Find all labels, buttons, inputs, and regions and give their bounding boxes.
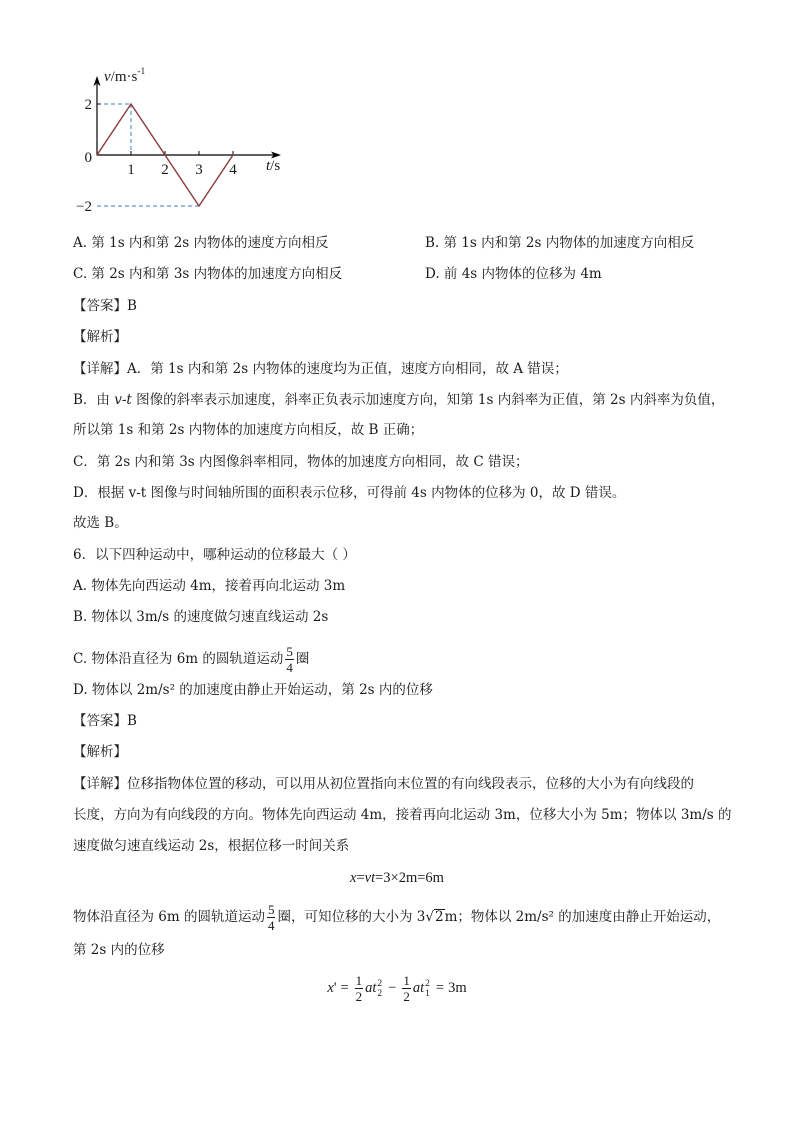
fraction-five-quarters — [285, 644, 294, 675]
q5-analysis-heading: 【解析】 — [73, 329, 127, 345]
formula2-result: 3m — [448, 980, 467, 996]
formula2-prime: ' — [333, 980, 337, 996]
velocity-segment — [199, 155, 233, 206]
v-axis-unit-exponent: -1 — [137, 67, 146, 77]
fraction-denominator: 4 — [286, 660, 293, 675]
q5-detail-b-vt: v-t — [114, 392, 132, 408]
q5-answer: 【答案】B — [73, 298, 137, 314]
t-axis-unit: /s — [270, 158, 281, 174]
q5-detail-a: 【详解】A．第 1s 内和第 2s 内物体的速度均为正值，速度方向相同，故 A 错误； — [73, 361, 568, 377]
formula2-x: x — [327, 980, 334, 996]
fraction-denominator: 4 — [267, 918, 275, 933]
q6-detail-5: 第 2s 内的位移 — [73, 942, 165, 958]
q6-option-c-suffix: 圈 — [295, 651, 310, 667]
q6-detail-1: 【详解】位移指物体位置的移动，可以用从初位置指向末位置的有向线段表示，位移的大小为有向线段的 — [73, 776, 694, 792]
formula1-x: x — [350, 870, 357, 886]
fraction-numerator: 1 — [403, 973, 410, 989]
q5-detail-b-continued: 所以第 1s 和第 2s 内物体的加速度方向相反，故 B 正确； — [73, 422, 424, 438]
formula2-t2: t — [372, 980, 377, 996]
q5-option-d: D. 前 4s 内物体的位移为 4m — [425, 266, 602, 282]
fraction-numerator: 5 — [267, 902, 275, 917]
fraction-numerator: 1 — [355, 973, 363, 989]
q6-option-d: D. 物体以 2m/s² 的加速度由静止开始运动，第 2s 内的位移 — [73, 682, 433, 698]
q5-detail-c: C．第 2s 内和第 3s 内图像斜率相同，物体的加速度方向相同，故 C 错误； — [73, 454, 529, 470]
t-axis-tick-label: 3 — [195, 162, 203, 178]
q5-option-a: A. 第 1s 内和第 2s 内物体的速度方向相反 — [73, 235, 329, 251]
q6-detail-4-end: m；物体以 2m/s² 的加速度由静止开始运动， — [444, 909, 721, 925]
q6-option-b: B. 物体以 3m/s 的速度做匀速直线运动 2s — [73, 609, 329, 625]
q6-detail-3: 速度做匀速直线运动 2s，根据位移一时间关系 — [73, 838, 350, 854]
formula2-t1: t — [420, 980, 425, 996]
t-axis-variable: t — [266, 158, 271, 174]
radicand: 2 — [434, 909, 444, 925]
t-axis-label — [266, 157, 280, 175]
t-axis-tick-label: 1 — [127, 162, 135, 178]
formula2-minus: − — [388, 980, 397, 996]
formula-second-interval-displacement — [0, 970, 794, 1006]
q5-detail-d: D．根据 v-t 图像与时间轴所围的面积表示位移，可得前 4s 内物体的位移为 0，故 D 错误。 — [73, 485, 626, 501]
v-axis-variable: v — [104, 69, 111, 85]
v-axis-label — [104, 63, 145, 86]
q5-detail-b-text: 图像的斜率表示加速度，斜率正负表示加速度方向，知第 1s 内斜率为正值，第 2s 内斜率为负值， — [131, 392, 725, 408]
q6-detail-4 — [73, 902, 721, 933]
formula2-a1: a — [365, 980, 373, 996]
q5-conclusion: 故选 B。 — [73, 515, 128, 531]
formula2-script-t1 — [425, 979, 430, 999]
q6-option-a: A. 物体先向西运动 4m，接着再向北运动 3m — [73, 578, 346, 594]
v-axis-tick-label: 2 — [84, 97, 92, 113]
v-axis-unit: /m·s — [110, 69, 138, 85]
q6-analysis-heading: 【解析】 — [73, 744, 127, 760]
superscript: 2 — [377, 978, 383, 989]
q6-answer: 【答案】B — [73, 713, 137, 729]
fraction-denominator: 2 — [355, 989, 363, 1005]
formula2-equals-result: = — [435, 980, 445, 996]
q6-detail-4-text: 物体沿直径为 6m 的圆轨道运动 — [73, 909, 265, 925]
v-axis-tick-label: 0 — [84, 150, 92, 166]
formula1-result: =3×2m=6m — [375, 870, 444, 886]
q6-option-c — [73, 644, 310, 675]
fraction-five-quarters — [267, 902, 276, 933]
formula2-a2: a — [412, 980, 421, 996]
q5-option-b: B. 第 1s 内和第 2s 内物体的加速度方向相反 — [425, 235, 695, 251]
fraction-numerator: 5 — [286, 644, 293, 659]
fraction-one-half — [402, 973, 411, 1004]
q5-detail-b — [73, 390, 724, 410]
velocity-segment — [97, 104, 131, 155]
fraction-denominator: 2 — [403, 989, 410, 1005]
subscript: 2 — [377, 988, 383, 999]
formula-uniform-displacement — [0, 868, 794, 888]
q5-detail-b-prefix: B．由 — [73, 392, 115, 408]
q6-option-c-text: C. 物体沿直径为 6m 的圆轨道运动 — [73, 651, 284, 667]
formula1-vt: vt — [364, 870, 376, 886]
fraction-one-half — [355, 973, 364, 1004]
q6-detail-4-middle: 圈，可知位移的大小为 3 — [277, 909, 426, 925]
q5-option-c: C. 第 2s 内和第 3s 内物体的加速度方向相反 — [73, 266, 343, 282]
t-axis-tick-label: 2 — [161, 162, 169, 178]
formula2-script-t2 — [377, 979, 382, 999]
formula1-equals: = — [356, 870, 365, 886]
subscript: 1 — [425, 988, 430, 999]
v-axis-tick-label: −2 — [76, 199, 92, 215]
superscript: 2 — [425, 978, 430, 989]
radical-sign: √ — [425, 909, 434, 925]
t-axis-tick-label: 4 — [229, 162, 237, 178]
formula2-equals: = — [340, 980, 349, 996]
q6-detail-2: 长度，方向为有向线段的方向。物体先向西运动 4m，接着再向北运动 3m，位移大小为 5m；物体以 3m/s 的 — [73, 807, 732, 823]
q6-stem: 6．以下四种运动中，哪种运动的位移最大（ ） — [73, 547, 356, 563]
